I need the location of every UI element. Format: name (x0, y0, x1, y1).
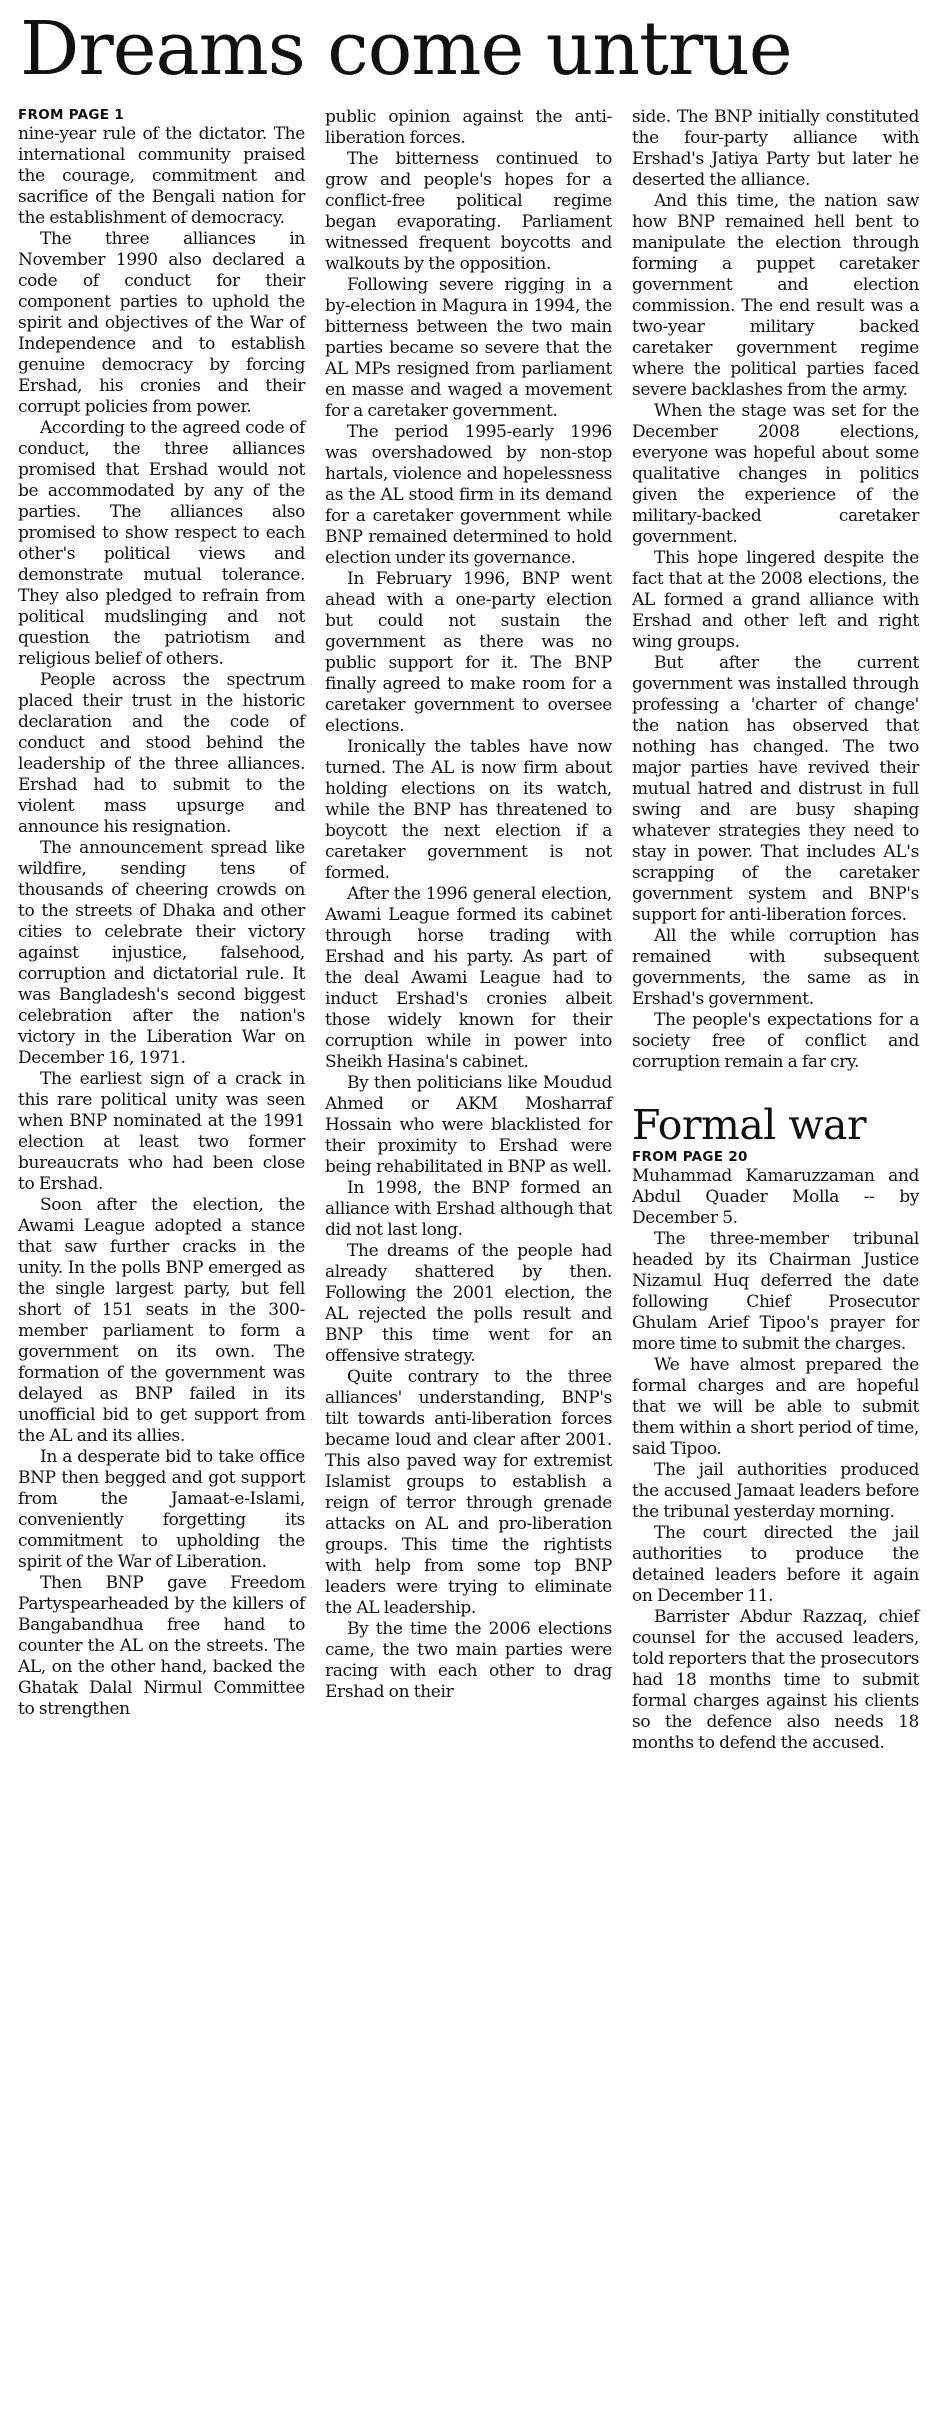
headline-formal-war: Formal war (632, 1101, 867, 1149)
article-paragraph: When the stage was set for the December 2008 elections, everyone was hopeful about some qualitative changes in politics given the experience of the military-backed caretaker government. (632, 401, 919, 547)
article-paragraph: side. The BNP initially constituted the four-party alliance with Ershad's Jatiya Party but later he deserted the alliance. (632, 107, 919, 190)
kicker-from-page-1: FROM PAGE 1 (18, 107, 125, 123)
headline-dreams-come-untrue: Dreams come untrue (20, 6, 792, 92)
article-paragraph: The three alliances in November 1990 also declared a code of conduct for their component parties to uphold the spirit and objectives of the War of Independence and to establish genuine democracy by forcing Ershad, his cronies and their corrupt policies from power. (18, 229, 305, 417)
article-paragraph: nine-year rule of the dictator. The international community praised the courage, commitment and sacrifice of the Bengali nation for the establishment of democracy. (18, 124, 305, 228)
article-paragraph: The earliest sign of a crack in this rare political unity was seen when BNP nominated at the 1991 election at least two former bureaucrats who had been close to Ershad. (18, 1069, 305, 1194)
article-paragraph: Soon after the election, the Awami League adopted a stance that saw further cracks in the unity. In the polls BNP emerged as the single largest party, but fell short of 151 seats in the 300-member parliament to form a government on its own. The formation of the government was delayed as BNP failed in its unofficial bid to get support from the AL and its allies. (18, 1195, 305, 1446)
article-paragraph: Muhammad Kamaruzzaman and Abdul Quader Molla -- by December 5. (632, 1166, 919, 1228)
article-paragraph: The three-member tribunal headed by its Chairman Justice Nizamul Huq deferred the date following Chief Prosecutor Ghulam Arief Tipoo's prayer for more time to submit the charges. (632, 1229, 919, 1354)
article-paragraph: In a desperate bid to take office BNP then begged and got support from the Jamaat-e-Islami, conveniently forgetting its commitment to upholding the spirit of the War of Liberation. (18, 1447, 305, 1572)
article-paragraph: According to the agreed code of conduct, the three alliances promised that Ershad would not be accommodated by any of the parties. The alliances also promised to show respect to each other's political views and demonstrate mutual tolerance. They also pledged to refrain from political mudslinging and not question the patriotism and religious belief of others. (18, 418, 305, 669)
article-paragraph: But after the current government was installed through professing a 'charter of change' the nation has observed that nothing has changed. The two major parties have revived their mutual hatred and distrust in full swing and are busy shaping whatever strategies they need to stay in power. That includes AL's scrapping of the caretaker government system and BNP's support for anti-liberation forces. (632, 653, 919, 925)
article-paragraph: By the time the 2006 elections came, the two main parties were racing with each other to drag Ershad on their (325, 1619, 612, 1702)
article-paragraph: The period 1995-early 1996 was overshadowed by non-stop hartals, violence and hopelessness as the AL stood firm in its demand for a caretaker government while BNP remained determined to hold election under its governance. (325, 422, 612, 568)
article-paragraph: All the while corruption has remained with subsequent governments, the same as in Ershad's government. (632, 926, 919, 1009)
article-paragraph: Quite contrary to the three alliances' understanding, BNP's tilt towards anti-liberation forces became loud and clear after 2001. This also paved way for extremist Islamist groups to establish a reign of terror through grenade attacks on AL and pro-liberation groups. This time the rightists with help from some top BNP leaders were trying to eliminate the AL leadership. (325, 1367, 612, 1618)
article-columns (18, 107, 939, 1754)
article-paragraph: Then BNP gave Freedom Partyspearheaded by the killers of Bangabandhua free hand to counter the AL on the streets. The AL, on the other hand, backed the Ghatak Dalal Nirmul Committee to strengthen (18, 1573, 305, 1719)
column-2 (325, 107, 612, 1703)
column-3 (632, 107, 919, 1754)
article-paragraph: People across the spectrum placed their trust in the historic declaration and the code of conduct and stood behind the leadership of the three alliances. Ershad had to submit to the violent mass upsurge and announce his resignation. (18, 670, 305, 837)
article-paragraph: Following severe rigging in a by-election in Magura in 1994, the bitterness between the two main parties became so severe that the AL MPs resigned from parliament en masse and waged a movement for a caretaker government. (325, 275, 612, 421)
article-paragraph: In February 1996, BNP went ahead with a one-party election but could not sustain the government as there was no public support for it. The BNP finally agreed to make room for a caretaker government to oversee elections. (325, 569, 612, 736)
column-1 (18, 107, 305, 1720)
article-paragraph: And this time, the nation saw how BNP remained hell bent to manipulate the election through forming a puppet caretaker government and election commission. The end result was a two-year military backed caretaker government regime where the political parties faced severe backlashes from the army. (632, 191, 919, 400)
article-paragraph: We have almost prepared the formal charges and are hopeful that we will be able to submit them within a short period of time, said Tipoo. (632, 1355, 919, 1459)
article-paragraph: Barrister Abdur Razzaq, chief counsel for the accused leaders, told reporters that the prosecutors had 18 months time to submit formal charges against his clients so the defence also needs 18 months to defend the accused. (632, 1607, 919, 1753)
article-paragraph: This hope lingered despite the fact that at the 2008 elections, the AL formed a grand alliance with Ershad and other left and right wing groups. (632, 548, 919, 652)
article-paragraph: public opinion against the anti-liberation forces. (325, 107, 612, 148)
article-paragraph: The people's expectations for a society free of conflict and corruption remain a far cry. (632, 1010, 919, 1072)
article-paragraph: The jail authorities produced the accused Jamaat leaders before the tribunal yesterday morning. (632, 1460, 919, 1522)
article-paragraph: After the 1996 general election, Awami League formed its cabinet through horse trading with Ershad and his party. As part of the deal Awami League had to induct Ershad's cronies albeit those widely known for their corruption while in power into Sheikh Hasina's cabinet. (325, 884, 612, 1072)
article-paragraph: The dreams of the people had already shattered by then. Following the 2001 election, the AL rejected the polls result and BNP this time went for an offensive strategy. (325, 1241, 612, 1366)
article-paragraph: Ironically the tables have now turned. The AL is now firm about holding elections on its watch, while the BNP has threatened to boycott the next election if a caretaker government is not formed. (325, 737, 612, 883)
kicker-from-page-20: FROM PAGE 20 (632, 1149, 748, 1165)
article-paragraph: The announcement spread like wildfire, sending tens of thousands of cheering crowds on to the streets of Dhaka and other cities to celebrate their victory against injustice, falsehood, corruption and dictatorial rule. It was Bangladesh's second biggest celebration after the nation's victory in the Liberation War on December 16, 1971. (18, 838, 305, 1068)
article-paragraph: In 1998, the BNP formed an alliance with Ershad although that did not last long. (325, 1178, 612, 1240)
article-paragraph: The court directed the jail authorities to produce the detained leaders before it again on December 11. (632, 1523, 919, 1606)
article-paragraph: By then politicians like Moudud Ahmed or AKM Mosharraf Hossain who were blacklisted for their proximity to Ershad were being rehabilitated in BNP as well. (325, 1073, 612, 1177)
article-paragraph: The bitterness continued to grow and people's hopes for a conflict-free political regime began evaporating. Parliament witnessed frequent boycotts and walkouts by the opposition. (325, 149, 612, 274)
